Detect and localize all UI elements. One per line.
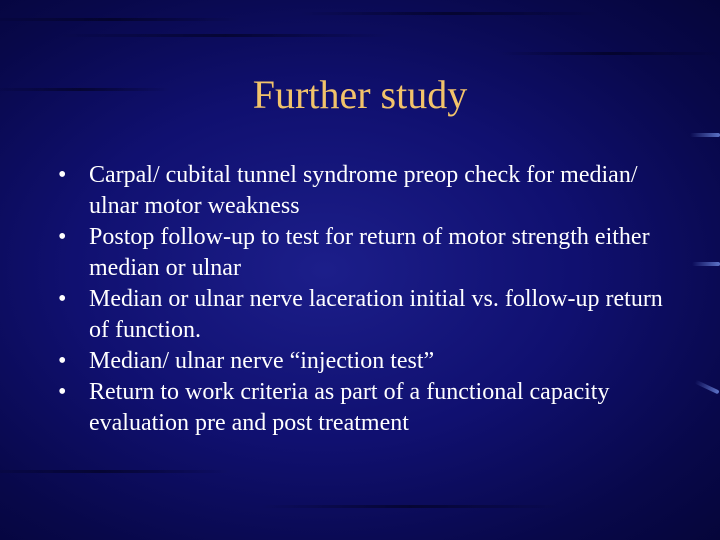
bullet-text: Carpal/ cubital tunnel syndrome preop check for median/ ulnar motor weakness <box>89 162 638 219</box>
bullet-marker: • <box>58 348 67 374</box>
bullet-marker: • <box>58 379 67 405</box>
bullet-list <box>58 160 668 439</box>
bullet-item <box>58 284 668 346</box>
slide-title: Further study <box>252 72 468 117</box>
bullet-text: Return to work criteria as part of a functional capacity evaluation pre and post treatment <box>89 379 610 436</box>
bullet-marker: • <box>58 224 67 250</box>
bullet-item <box>58 222 668 284</box>
bullet-item <box>58 377 668 439</box>
background-streak <box>0 470 230 473</box>
bullet-item <box>58 346 668 377</box>
background-streak <box>500 52 720 55</box>
background-streak <box>694 380 719 395</box>
background-streak <box>690 133 720 137</box>
bullet-marker: • <box>58 286 67 312</box>
bullet-item <box>58 160 668 222</box>
background-streak <box>0 18 240 21</box>
background-streak <box>300 12 600 15</box>
bullet-marker: • <box>58 162 67 188</box>
background-streak <box>60 34 390 37</box>
bullet-text: Median or ulnar nerve laceration initial vs. follow-up return of function. <box>89 286 663 343</box>
background-streak <box>692 262 720 266</box>
bullet-text: Median/ ulnar nerve “injection test” <box>89 348 435 374</box>
background-streak <box>260 505 560 508</box>
bullet-text: Postop follow-up to test for return of motor strength either median or ulnar <box>89 224 650 281</box>
